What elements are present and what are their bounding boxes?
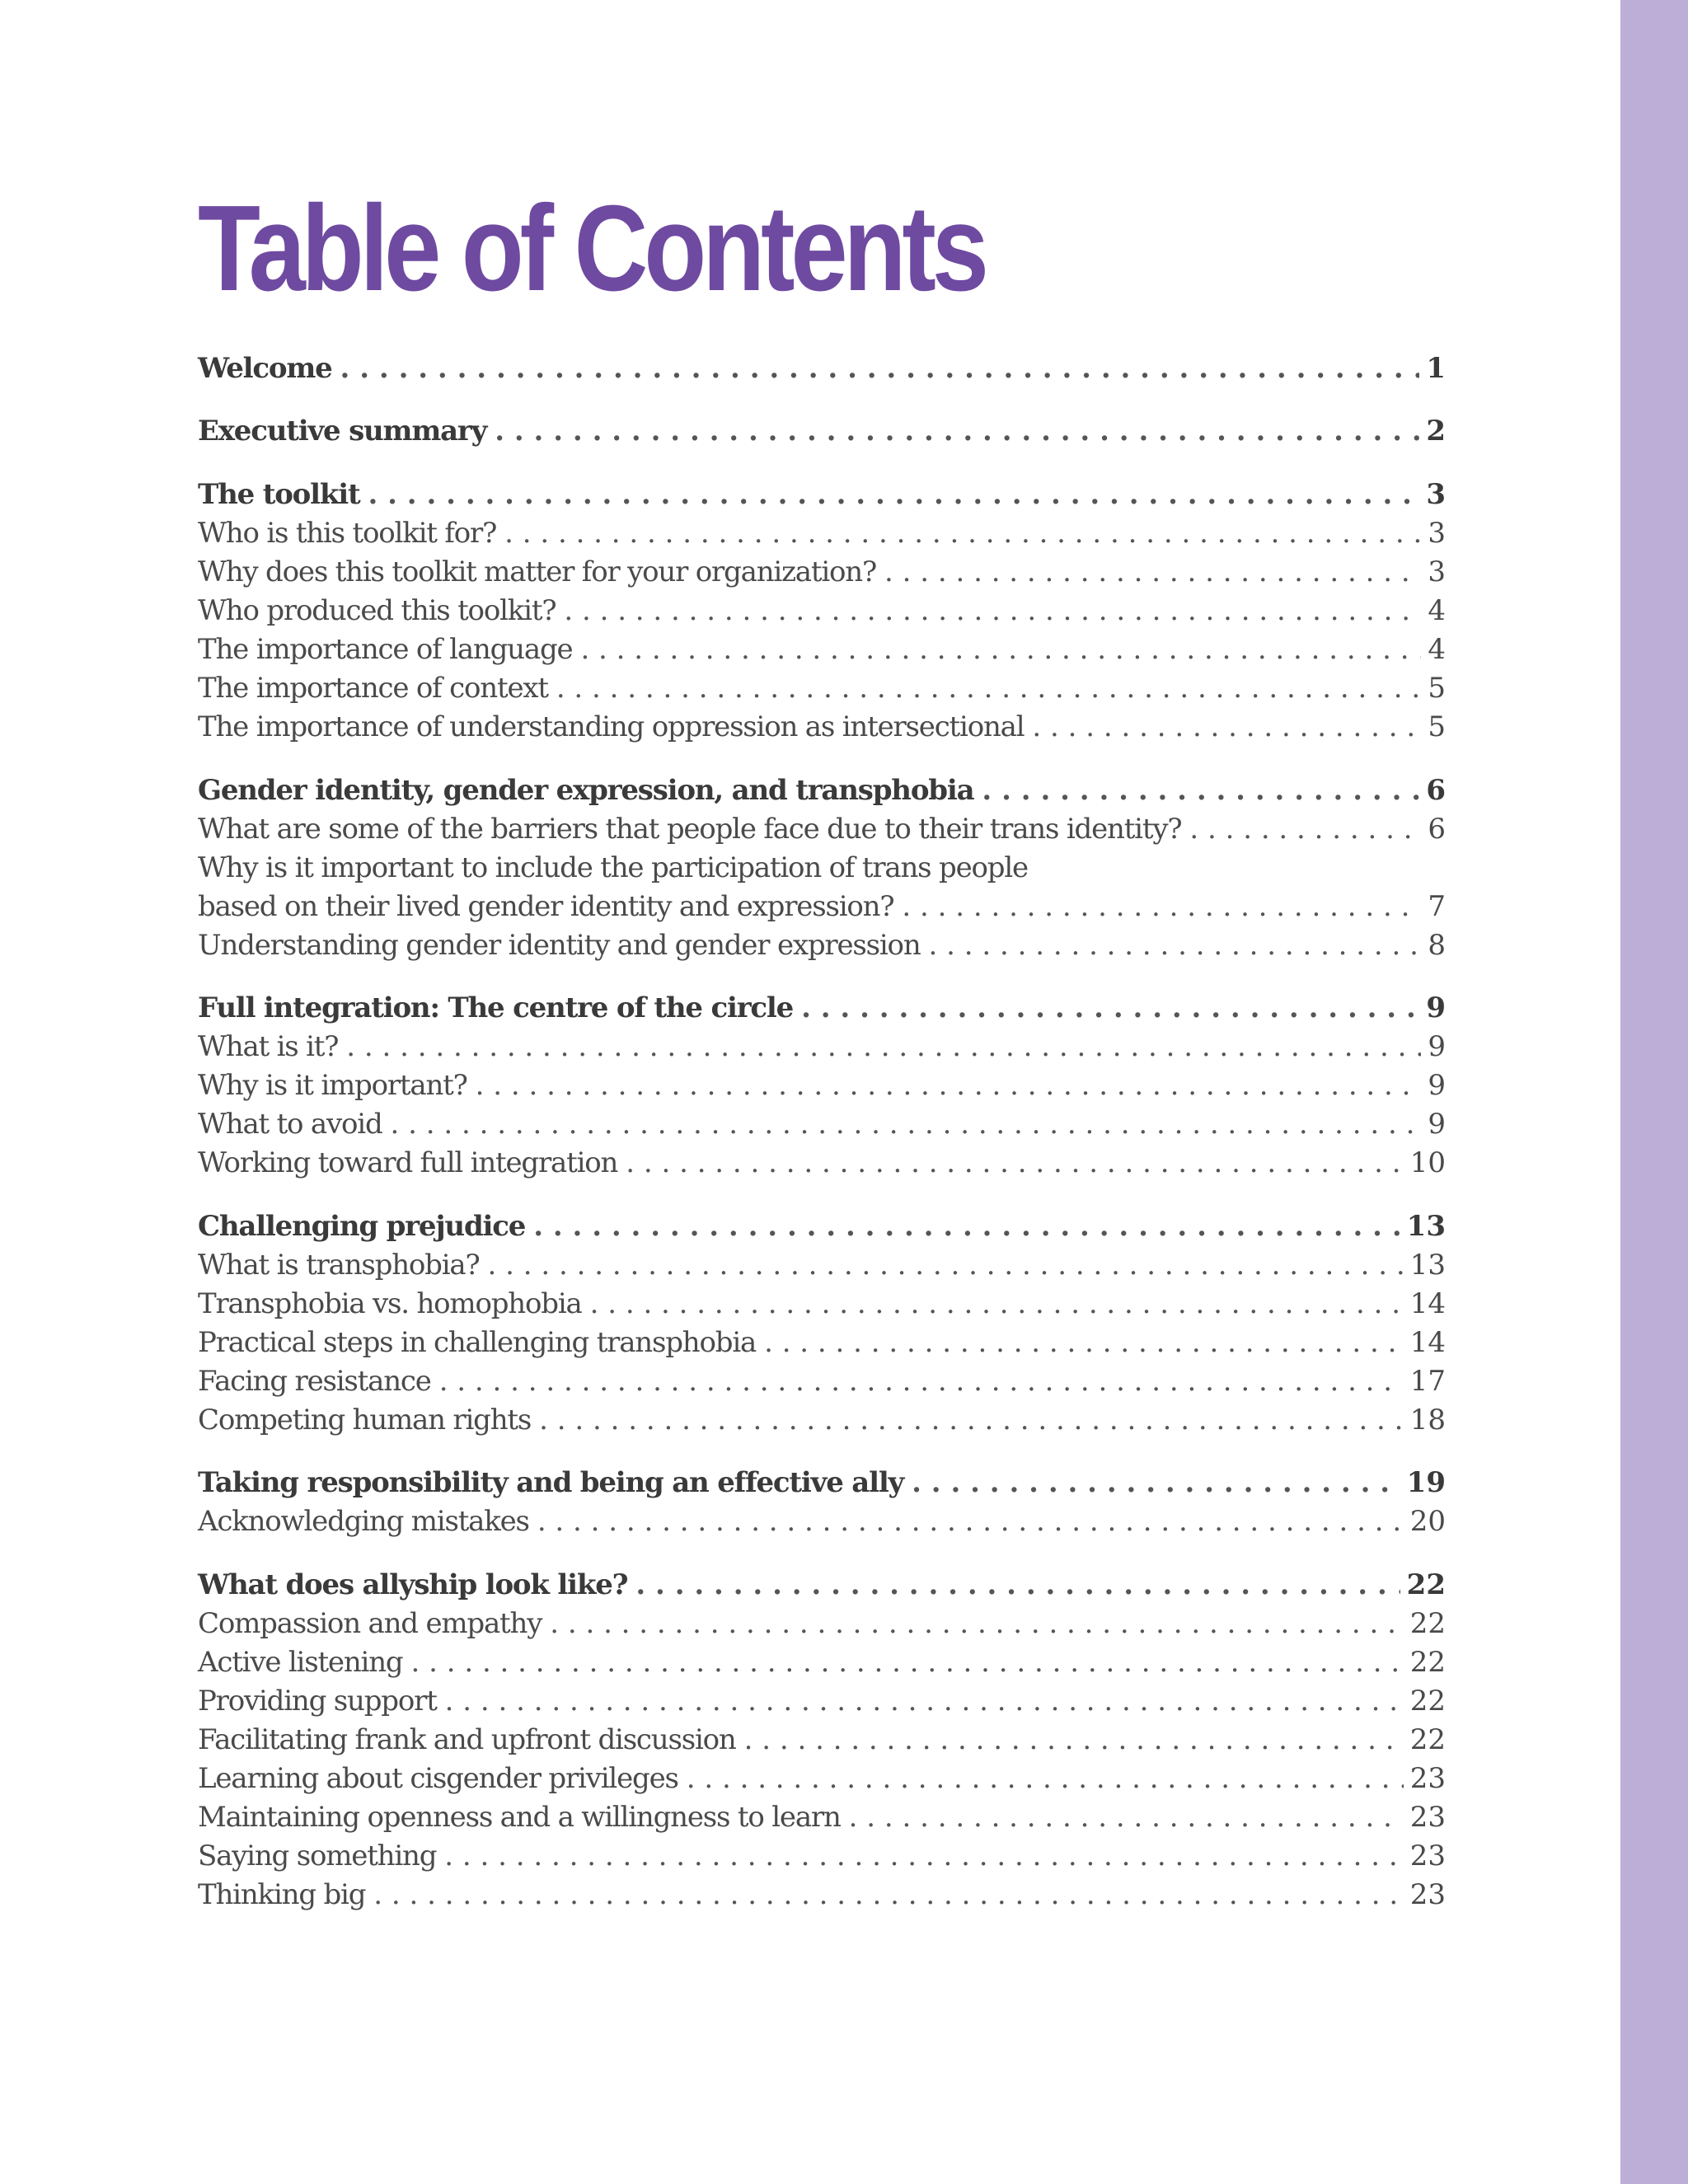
page-title: Table of Contents <box>198 180 985 316</box>
dot-leader <box>539 1401 1404 1440</box>
toc-entry-welcome[interactable] <box>198 349 1446 388</box>
toc-entry-why-does-this-toolkit-matter[interactable] <box>198 553 1446 592</box>
toc-entry-label: Facing resistance <box>198 1365 431 1398</box>
toc-entry-page: 20 <box>1409 1505 1446 1538</box>
toc-entry-label: Maintaining openness and a willingness to learn <box>198 1801 841 1834</box>
toc-entry-label: Gender identity, gender expression, and transphobia <box>198 774 974 807</box>
dot-leader <box>580 630 1421 669</box>
toc-entry-label: Who is this toolkit for? <box>198 517 497 550</box>
dot-leader <box>590 1285 1404 1324</box>
toc-entry-page: 22 <box>1409 1607 1446 1640</box>
toc-entry-label: Understanding gender identity and gender expression <box>198 929 921 962</box>
toc-entry-facing-resistance[interactable] <box>198 1362 1446 1401</box>
dot-leader <box>687 1760 1404 1798</box>
toc-entry-page: 22 <box>1409 1685 1446 1718</box>
toc-entry-thinking-big[interactable] <box>198 1876 1446 1915</box>
toc-entry-page: 18 <box>1409 1404 1446 1436</box>
toc-entry-label: Who produced this toolkit? <box>198 594 556 627</box>
dot-leader <box>439 1362 1404 1401</box>
toc-entry-page: 4 <box>1428 633 1446 666</box>
toc-entry-importance-of-intersectionality[interactable] <box>198 708 1446 747</box>
dot-leader <box>801 989 1419 1028</box>
dot-leader <box>504 514 1421 553</box>
toc-entry-label: The importance of understanding oppression as intersectional <box>198 710 1025 743</box>
dot-leader <box>1189 810 1421 849</box>
toc-entry-allyship[interactable] <box>198 1566 1446 1605</box>
toc-entry-page: 22 <box>1406 1568 1446 1601</box>
toc-entry-page: 23 <box>1409 1878 1446 1911</box>
dot-leader <box>635 1566 1400 1605</box>
dot-leader <box>537 1502 1404 1541</box>
toc-entry-label: Why is it important to include the participation of trans people <box>198 851 1028 884</box>
toc-entry-page: 6 <box>1426 774 1446 807</box>
toc-entry-compassion-and-empathy[interactable] <box>198 1605 1446 1643</box>
toc-entry-page: 10 <box>1409 1146 1446 1179</box>
toc-entry-page: 22 <box>1409 1646 1446 1679</box>
dot-leader <box>391 1105 1421 1144</box>
toc-entry-active-listening[interactable] <box>198 1643 1446 1682</box>
toc-entry-label: Transphobia vs. homophobia <box>198 1287 582 1320</box>
toc-entry-label: Practical steps in challenging transphobia <box>198 1326 757 1359</box>
toc-entry-label: Facilitating frank and upfront discussion <box>198 1723 736 1756</box>
toc-entry-page: 1 <box>1426 352 1446 385</box>
toc-entry-label: Compassion and empathy <box>198 1607 542 1640</box>
dot-leader <box>884 553 1421 592</box>
dot-leader <box>373 1876 1403 1915</box>
toc-entry-facilitating-discussion[interactable] <box>198 1721 1446 1760</box>
toc-entry-acknowledging-mistakes[interactable] <box>198 1502 1446 1541</box>
toc-entry-page: 9 <box>1428 1030 1446 1063</box>
toc-entry-label: Full integration: The centre of the circle <box>198 991 794 1024</box>
toc-entry-understanding-gender[interactable] <box>198 926 1446 965</box>
toc-entry-page: 13 <box>1409 1249 1446 1282</box>
toc-entry-label: What is it? <box>198 1030 339 1063</box>
toc-entry-page: 23 <box>1409 1840 1446 1872</box>
toc-entry-label: Taking responsibility and being an effective ally <box>198 1466 904 1499</box>
dot-leader <box>495 412 1419 451</box>
toc-entry-label: Why is it important? <box>198 1069 467 1102</box>
toc-entry-importance-of-language[interactable] <box>198 630 1446 669</box>
toc-entry-page: 5 <box>1428 672 1446 705</box>
dot-leader <box>340 349 1420 388</box>
toc-entry-cisgender-privileges[interactable] <box>198 1760 1446 1798</box>
toc-entry-page: 8 <box>1428 929 1446 962</box>
toc-entry-page: 7 <box>1428 890 1446 923</box>
toc-entry-who-produced-this-toolkit[interactable] <box>198 592 1446 630</box>
dot-leader <box>626 1144 1404 1183</box>
dot-leader <box>744 1721 1404 1760</box>
toc-entry-competing-human-rights[interactable] <box>198 1401 1446 1440</box>
toc-entry-page: 3 <box>1426 478 1446 511</box>
toc-entry-barriers[interactable] <box>198 810 1446 849</box>
dot-leader <box>476 1066 1421 1105</box>
toc-entry-what-is-it[interactable] <box>198 1028 1446 1066</box>
toc-entry-label: What are some of the barriers that people face due to their trans identity? <box>198 813 1182 846</box>
toc-entry-label: Working toward full integration <box>198 1146 618 1179</box>
toc-entry-label: Providing support <box>198 1685 437 1718</box>
dot-leader <box>550 1605 1404 1643</box>
toc-entry-providing-support[interactable] <box>198 1682 1446 1721</box>
dot-leader <box>368 476 1419 514</box>
toc-entry-page: 9 <box>1426 991 1446 1024</box>
toc-entry-full-integration[interactable] <box>198 989 1446 1028</box>
dot-leader <box>1032 708 1421 747</box>
toc-entry-importance-of-context[interactable] <box>198 669 1446 708</box>
toc-entry-page: 3 <box>1428 517 1446 550</box>
toc-entry-page: 5 <box>1428 710 1446 743</box>
toc-entry-label: Executive summary <box>198 415 487 448</box>
toc-entry-label: Learning about cisgender privileges <box>198 1762 678 1795</box>
toc-entry-label: Challenging prejudice <box>198 1210 526 1243</box>
dot-leader <box>912 1464 1400 1502</box>
toc-entry-page: 9 <box>1428 1108 1446 1141</box>
toc-entry-label: Thinking big <box>198 1878 366 1911</box>
toc-entry-label: Welcome <box>198 352 332 385</box>
toc-entry-participation-line-2[interactable] <box>198 888 1446 926</box>
toc-entry-label: The toolkit <box>198 478 360 511</box>
toc-entry-label: The importance of context <box>198 672 548 705</box>
toc-entry-label: What to avoid <box>198 1108 382 1141</box>
toc-entry-page: 22 <box>1409 1723 1446 1756</box>
toc-entry-what-is-transphobia[interactable] <box>198 1246 1446 1285</box>
toc-entry-page: 19 <box>1406 1466 1446 1499</box>
dot-leader <box>488 1246 1404 1285</box>
dot-leader <box>444 1837 1403 1876</box>
toc-entry-label: Active listening <box>198 1646 403 1679</box>
toc-entry-page: 6 <box>1428 813 1446 846</box>
toc-entry-label: What does allyship look like? <box>198 1568 628 1601</box>
dot-leader <box>764 1324 1404 1362</box>
side-color-band <box>1620 0 1688 2184</box>
dot-leader <box>346 1028 1421 1066</box>
dot-leader <box>564 592 1421 630</box>
toc-entry-what-to-avoid[interactable] <box>198 1105 1446 1144</box>
toc-entry-page: 13 <box>1406 1210 1446 1243</box>
toc-entry-label: based on their lived gender identity and expression? <box>198 890 894 923</box>
toc-entry-page: 17 <box>1409 1365 1446 1398</box>
dot-leader <box>902 888 1421 926</box>
toc-entry-practical-steps[interactable] <box>198 1324 1446 1362</box>
toc-entry-label: Competing human rights <box>198 1404 532 1436</box>
toc-entry-challenging-prejudice[interactable] <box>198 1207 1446 1246</box>
toc-entry-page: 3 <box>1428 555 1446 588</box>
toc-entry-maintaining-openness[interactable] <box>198 1798 1446 1837</box>
dot-leader <box>929 926 1421 965</box>
toc-entry-why-is-it-important[interactable] <box>198 1066 1446 1105</box>
toc-entry-page: 14 <box>1409 1326 1446 1359</box>
dot-leader <box>849 1798 1404 1837</box>
toc-entry-page: 14 <box>1409 1287 1446 1320</box>
toc-entry-label: Why does this toolkit matter for your organization? <box>198 555 876 588</box>
dot-leader <box>556 669 1421 708</box>
toc-entry-executive-summary[interactable] <box>198 412 1446 451</box>
toc-entry-saying-something[interactable] <box>198 1837 1446 1876</box>
toc-entry-working-toward-full-integration[interactable] <box>198 1144 1446 1183</box>
toc-entry-page: 2 <box>1426 415 1446 448</box>
toc-entry-page: 9 <box>1428 1069 1446 1102</box>
toc-entry-taking-responsibility[interactable] <box>198 1464 1446 1502</box>
toc-entry-page: 23 <box>1409 1762 1446 1795</box>
dot-leader <box>533 1207 1400 1246</box>
toc-entry-label: Acknowledging mistakes <box>198 1505 529 1538</box>
toc-entry-who-is-this-toolkit-for[interactable] <box>198 514 1446 553</box>
dot-leader <box>982 771 1419 810</box>
toc-entry-the-toolkit[interactable] <box>198 476 1446 514</box>
toc-entry-label: Saying something <box>198 1840 437 1872</box>
toc-entry-gender-identity[interactable] <box>198 771 1446 810</box>
toc-entry-label: What is transphobia? <box>198 1249 480 1282</box>
toc-entry-participation-line-1[interactable] <box>198 849 1446 888</box>
toc-entry-transphobia-vs-homophobia[interactable] <box>198 1285 1446 1324</box>
dot-leader <box>445 1682 1404 1721</box>
toc-entry-page: 4 <box>1428 594 1446 627</box>
toc-entry-page: 23 <box>1409 1801 1446 1834</box>
toc-entry-label: The importance of language <box>198 633 573 666</box>
dot-leader <box>410 1643 1403 1682</box>
